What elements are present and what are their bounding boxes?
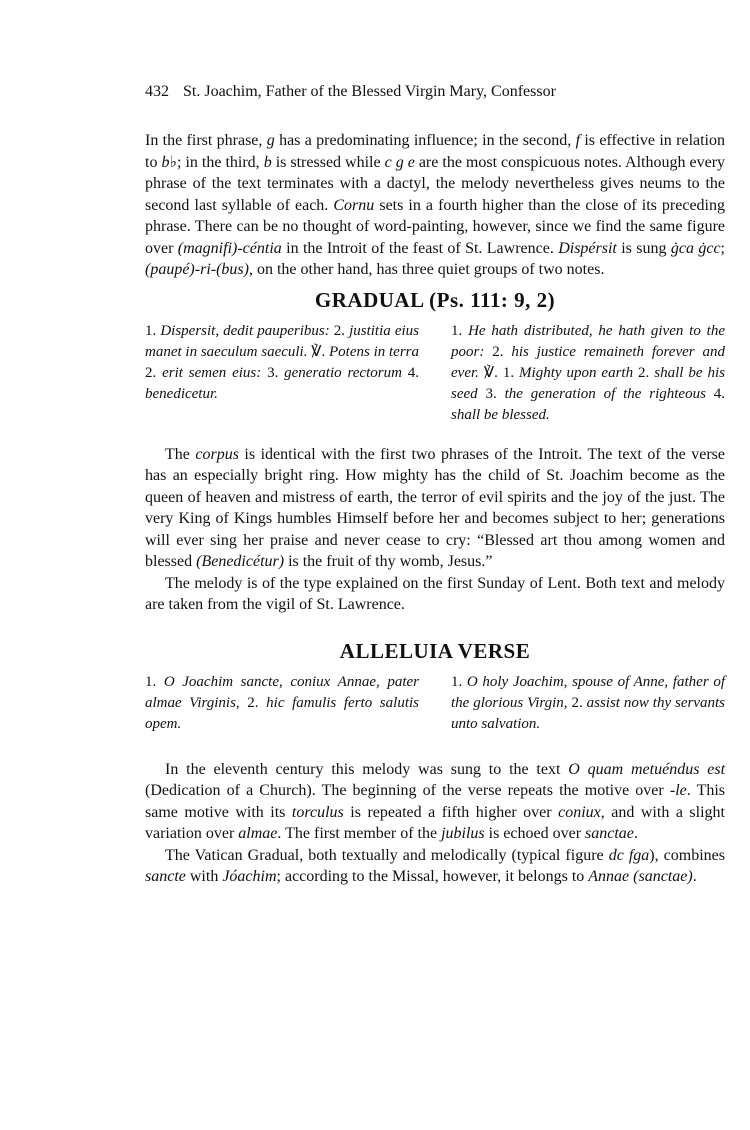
latin-phrase: O Joachim sancte, coniux Annae, pater almae Virginis, bbox=[145, 673, 419, 711]
phrase-number: 2. bbox=[333, 322, 346, 339]
text-run: are the most conspicuous notes. Although every phrase of the text terminates with a dactyl, the melody nevertheless gives neums to the second last syllable of each. bbox=[145, 153, 726, 214]
word-jubilus: jubilus bbox=[441, 825, 485, 842]
english-phrase: He hath distributed, he hath given to the poor: bbox=[451, 322, 725, 360]
phrase-number: 2. bbox=[492, 343, 504, 360]
text-run: In the eleventh century this melody was sung to the text bbox=[165, 760, 569, 778]
phrase-number: 3. bbox=[485, 385, 497, 402]
text-run: in the Introit of the feast of St. Lawrence. bbox=[281, 239, 559, 257]
word-torculus: torculus bbox=[291, 803, 344, 821]
text-run: . This same motive with its bbox=[145, 782, 726, 821]
english-phrase: his justice remaineth forever and ever. bbox=[451, 343, 725, 381]
alleluia-text-columns bbox=[145, 672, 725, 735]
english-phrase: shall be blessed. bbox=[451, 406, 550, 423]
word-sanctae: sanctae bbox=[585, 825, 634, 842]
latin-phrase: erit semen eius: bbox=[156, 364, 268, 381]
phrase-number: 4. bbox=[407, 364, 419, 381]
text-run: The bbox=[165, 445, 196, 463]
text-run: . bbox=[692, 868, 697, 885]
word-joachim: Jóachim bbox=[222, 868, 277, 885]
word-cornu: Cornu bbox=[333, 196, 375, 214]
gradual-latin-column bbox=[145, 321, 419, 426]
word-annae-sanctae: Annae (sanctae) bbox=[588, 868, 693, 885]
text-run: is effective in relation to bbox=[145, 132, 725, 171]
text-run: . bbox=[633, 825, 638, 842]
note-f: f bbox=[575, 132, 581, 149]
text-run: is sung bbox=[616, 239, 671, 257]
phrase-number: 1. bbox=[145, 322, 157, 339]
text-run: is the fruit of thy womb, Jesus.” bbox=[284, 553, 493, 570]
gradual-commentary-2: The melody is of the type explained on the first Sunday of Lent. Both text and melody are taken from the vigil of St. Lawrence. bbox=[145, 574, 725, 613]
text-run: ; bbox=[720, 239, 725, 257]
english-phrase: assist now thy servants unto salvation. bbox=[451, 694, 725, 732]
word-sancte: sancte bbox=[145, 868, 186, 885]
phrase-number: 2. bbox=[638, 364, 650, 381]
latin-phrase: hic famulis ferto salutis opem. bbox=[145, 694, 419, 732]
intro-paragraph bbox=[145, 130, 725, 281]
english-phrase: shall be his seed bbox=[451, 364, 725, 402]
word-magnificentia: (magnifi)-céntia bbox=[177, 239, 282, 257]
running-head bbox=[145, 82, 725, 104]
text-run: , on the other hand, has three quiet groups of two notes. bbox=[248, 261, 605, 278]
alleluia-commentary-2 bbox=[145, 845, 725, 888]
phrase-number: 1. bbox=[451, 322, 463, 339]
phrase-o-quam: O quam metuéndus est bbox=[568, 760, 726, 778]
phrase-number: 2. bbox=[145, 364, 157, 381]
word-almae: almae bbox=[238, 825, 278, 842]
alleluia-title: ALLELUIA VERSE bbox=[339, 638, 531, 663]
note-b: b bbox=[263, 153, 272, 171]
latin-phrase: Dispersit, dedit pauperibus: bbox=[156, 322, 334, 339]
gradual-text-columns bbox=[145, 321, 725, 426]
versicle-symbol: ℣. bbox=[483, 364, 498, 381]
word-coniux: coniux bbox=[558, 803, 601, 821]
phrase-number: 1. bbox=[451, 673, 463, 690]
phrase-number: 3. bbox=[267, 364, 279, 381]
word-corpus: corpus bbox=[195, 445, 239, 463]
versicle-symbol: ℣. bbox=[311, 343, 326, 360]
note-g: g bbox=[266, 132, 275, 149]
text-run: ), combines bbox=[649, 846, 725, 864]
gradual-title: GRADUAL (Ps. 111: 9, 2) bbox=[314, 287, 556, 312]
phrase-number: 1. bbox=[145, 673, 157, 690]
text-run: is identical with the first two phrases of the Introit. The text of the verse has an especially bright ring. How mighty has the child of St. Joachim become as the queen of heaven and mistress of earth, the terror of evil spirits and the joy of the just. The very King of Kings humbles Himself before her and becomes subject to her; generations will ever sing her praise and never cease to cry: “Blessed art thou among women and blessed bbox=[145, 445, 725, 570]
english-phrase: the generation of the righteous bbox=[496, 385, 714, 402]
text-run: (Dedication of a Church). The beginning of the verse repeats the motive over bbox=[145, 782, 670, 799]
notes-cge: c g e bbox=[384, 153, 415, 171]
phrase-number: 2. bbox=[571, 694, 583, 711]
alleluia-commentary-1 bbox=[145, 759, 725, 845]
phrase-number: 4. bbox=[713, 385, 725, 402]
text-run: with bbox=[185, 868, 223, 885]
text-run: is echoed over bbox=[484, 825, 586, 842]
book-page bbox=[145, 82, 725, 888]
text-run: has a predominating influence; in the second, bbox=[274, 132, 576, 149]
notes-gca-gcc: ġca ġcc bbox=[670, 239, 721, 257]
phrase-number: 2. bbox=[247, 694, 259, 711]
word-pauperibus: (paupé)-ri-(bus) bbox=[145, 261, 249, 278]
gradual-english-column bbox=[451, 321, 725, 426]
running-title: St. Joachim, Father of the Blessed Virgin Mary, Confessor bbox=[183, 83, 556, 100]
text-run: is stressed while bbox=[271, 153, 385, 171]
phrase-number: 1. bbox=[497, 364, 515, 381]
text-run: The Vatican Gradual, both textually and melodically (typical figure bbox=[165, 846, 609, 864]
alleluia-latin-column bbox=[145, 672, 419, 735]
word-dispersit: Dispérsit bbox=[558, 239, 617, 257]
syllable-le: -le bbox=[669, 782, 687, 799]
word-benedicetur: (Benedicétur) bbox=[196, 553, 285, 570]
latin-phrase: benedicetur. bbox=[145, 385, 218, 402]
text-run: is repeated a fifth higher over bbox=[343, 803, 559, 821]
page-number: 432 bbox=[145, 83, 169, 100]
note-b-flat: b♭ bbox=[161, 153, 178, 171]
latin-phrase: Potens in terra bbox=[325, 343, 419, 360]
text-run: , and with a slight variation over bbox=[145, 803, 725, 842]
text-run: . The first member of the bbox=[277, 825, 442, 842]
english-phrase: O holy Joachim, spouse of Anne, father of the glorious Virgin, bbox=[451, 673, 725, 711]
latin-phrase: generatio rectorum bbox=[278, 364, 408, 381]
text-run: ; in the third, bbox=[177, 153, 264, 171]
text-run: ; according to the Missal, however, it belongs to bbox=[276, 868, 589, 885]
gradual-commentary-1 bbox=[145, 444, 725, 573]
english-phrase: Mighty upon earth bbox=[514, 364, 639, 381]
alleluia-english-column bbox=[451, 672, 725, 735]
text-run: In the first phrase, bbox=[145, 132, 267, 149]
figure-dc-fga: dc fga bbox=[608, 846, 650, 864]
text-run: sets in a fourth higher than the close of its preceding phrase. There can be no thought of word-painting, however, since we find the same figure over bbox=[145, 196, 726, 257]
latin-phrase: justitia eius manet in saeculum saeculi. bbox=[145, 322, 419, 360]
